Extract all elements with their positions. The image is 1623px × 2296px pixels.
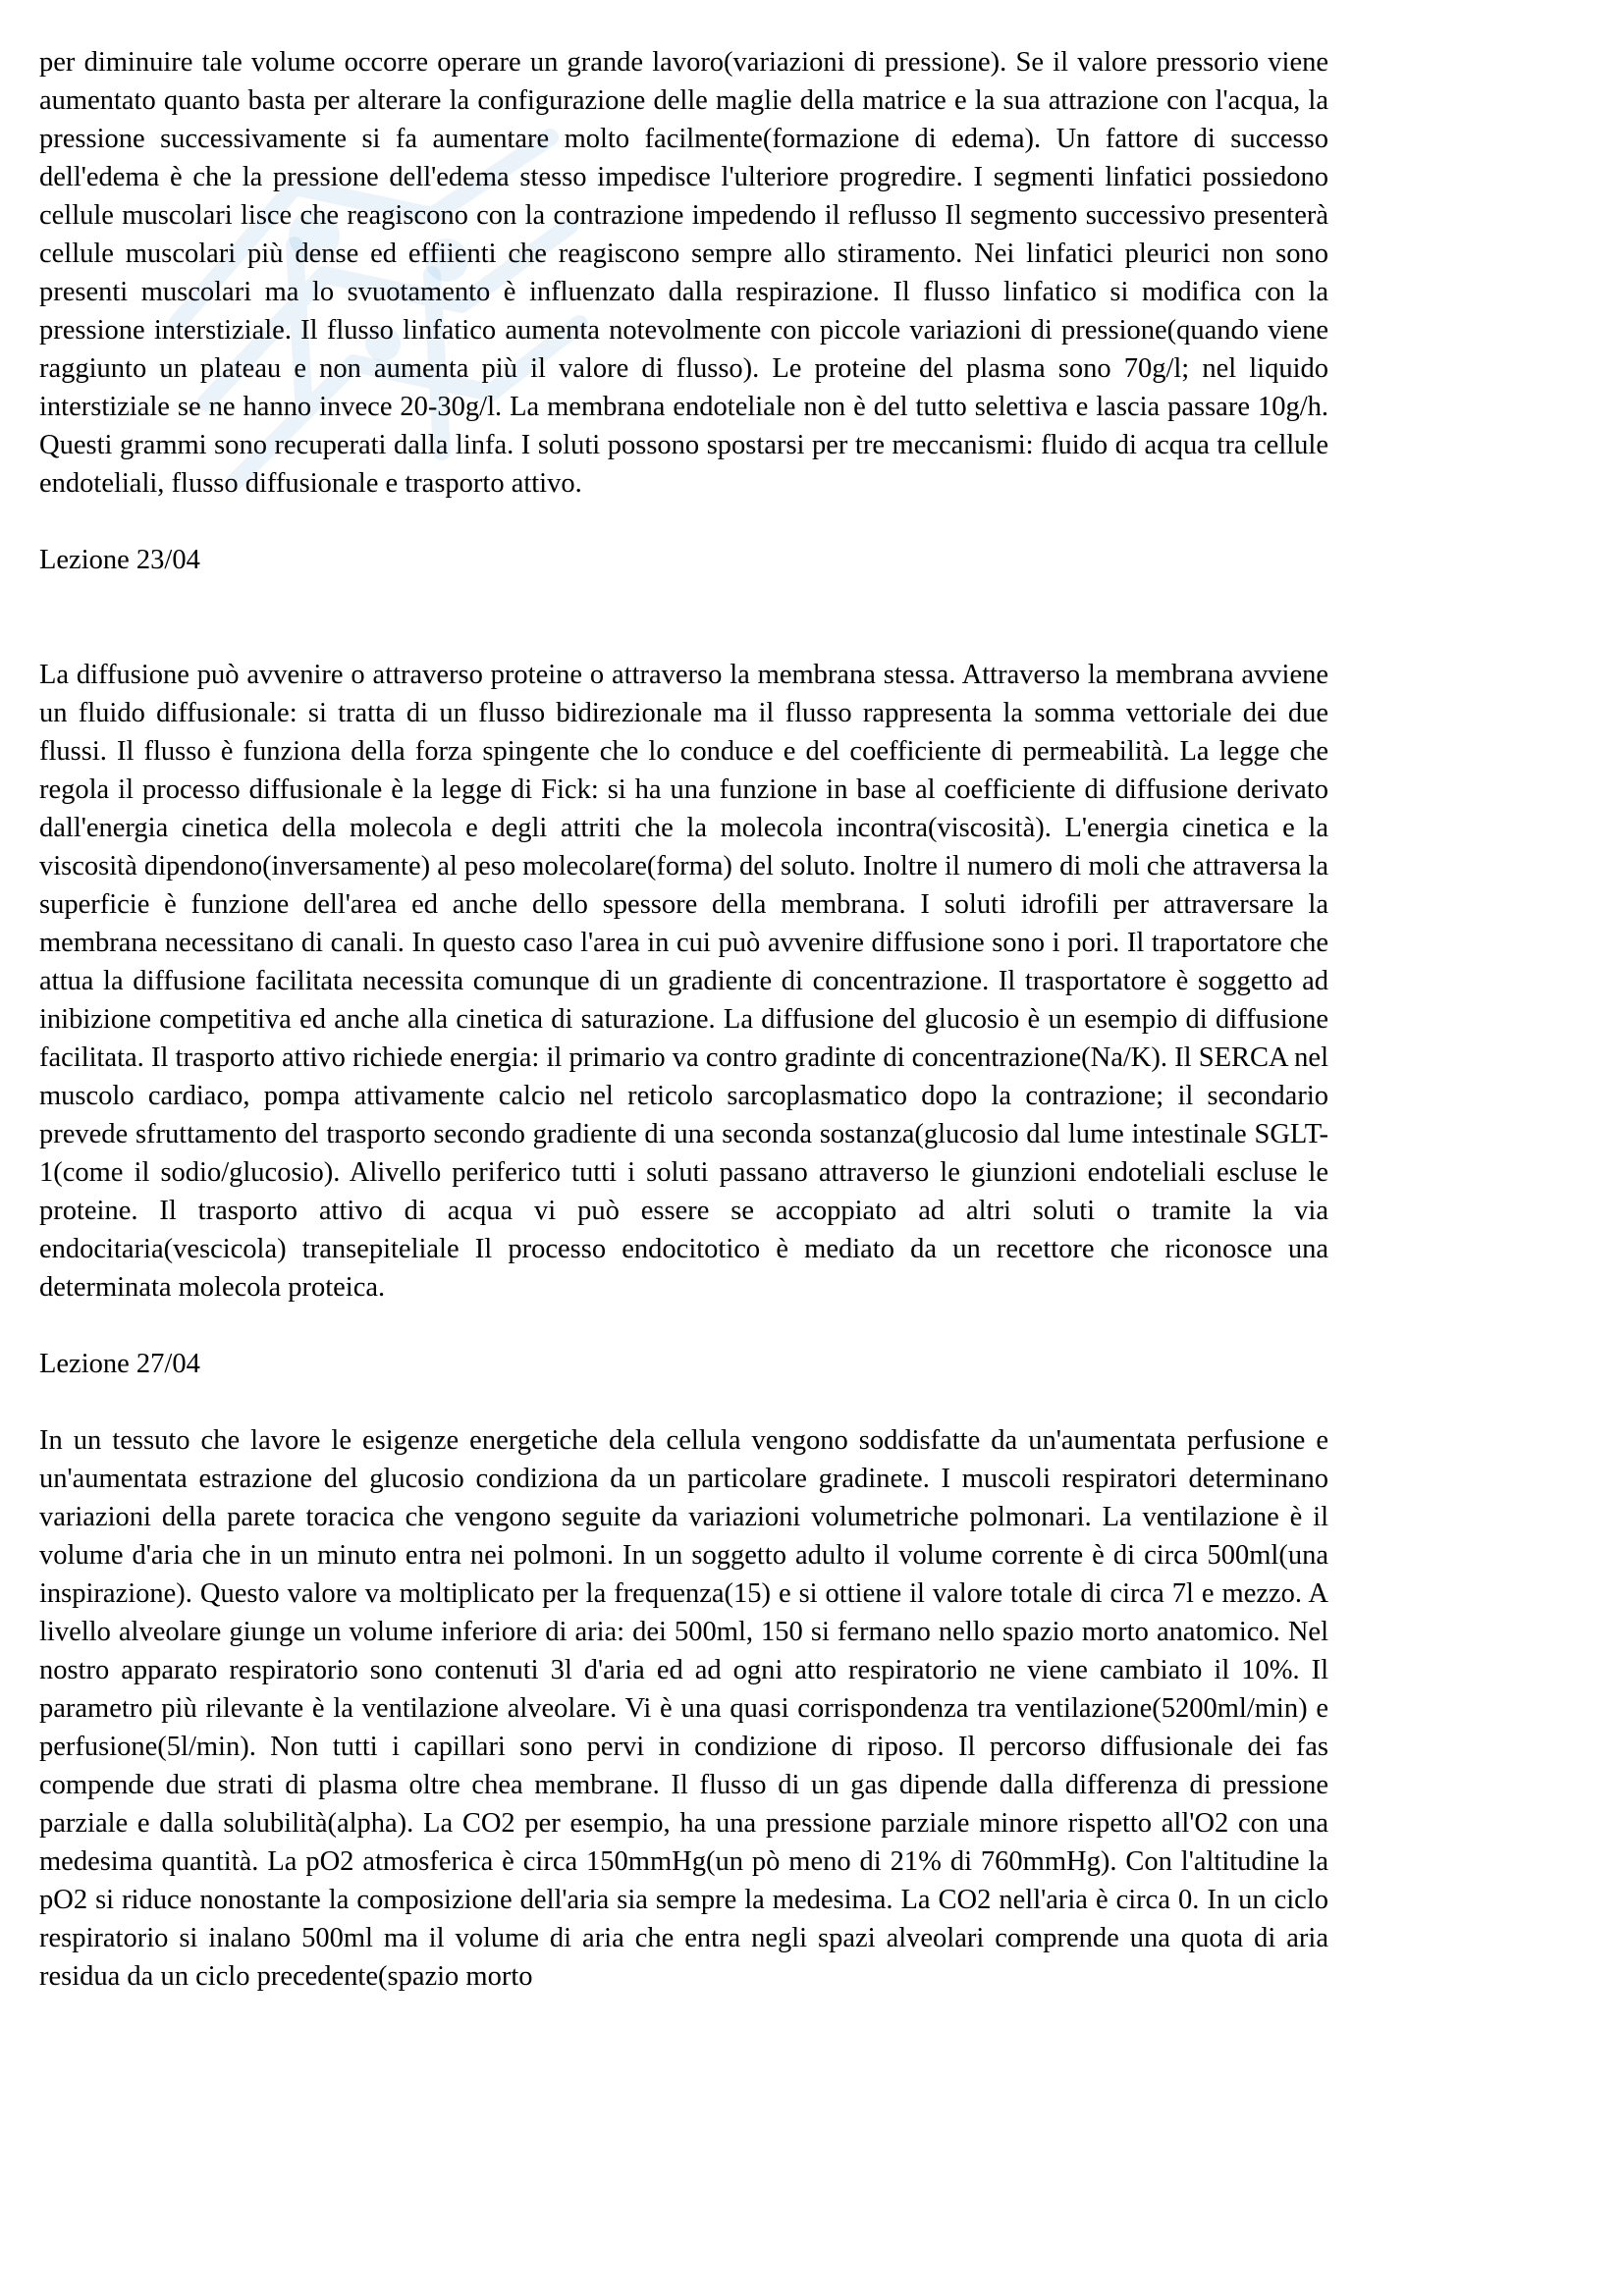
paragraph-respiration: In un tessuto che lavore le esigenze energetiche dela cellula vengono soddisfatte da un'aumentata perfusione e un'aumentata estrazione del glucosio condiziona da un particolare gradinete. I muscoli respiratori determinano variazioni della parete toracica che vengono seguite da variazioni volumetriche polmonari. La ventilazione è il volume d'aria che in un minuto entra nei polmoni. In un soggetto adulto il volume corrente è di circa 500ml(una inspirazione). Questo valore va moltiplicato per la frequenza(15) e si ottiene il valore totale di circa 7l e mezzo. A livello alveolare giunge un volume inferiore di aria: dei 500ml, 150 si fermano nello spazio morto anatomico. Nel nostro apparato respiratorio sono contenuti 3l d'aria ed ad ogni atto respiratorio ne viene cambiato il 10%. Il parametro più rilevante è la ventilazione alveolare. Vi è una quasi corrispondenza tra ventilazione(5200ml/min) e perfusione(5l/min). Non tutti i capillari sono pervi in condizione di riposo. Il percorso diffusionale dei fas compende due strati di plasma oltre chea membrane. Il flusso di un gas dipende dalla differenza di pressione parziale e dalla solubilità(alpha). La CO2 per esempio, ha una pressione parziale minore rispetto all'O2 con una medesima quantità. La pO2 atmosferica è circa 150mmHg(un pò meno di 21% di 760mmHg). Con l'altitudine la pO2 si riduce nonostante la composizione dell'aria sia sempre la medesima. La CO2 nell'aria è circa 0. In un ciclo respiratorio si inalano 500ml ma il volume di aria che entra negli spazi alveolari comprende una quota di aria residua da un ciclo precedente(spazio morto [39, 1425, 1328, 1992]
lesson-heading-27-04: Lezione 27/04 [39, 1349, 200, 1379]
paragraph-diffusion: La diffusione può avvenire o attraverso proteine o attraverso la membrana stessa. Attraverso la membrana avviene un fluido diffusionale: si tratta di un flusso bidirezionale ma il flusso rappresenta la somma vettoriale dei due flussi. Il flusso è funziona della forza spingente che lo conduce e del coefficiente di permeabilità. La legge che regola il processo diffusionale è la legge di Fick: si ha una funzione in base al coefficiente di diffusione derivato dall'energia cinetica della molecola e degli attriti che la molecola incontra(viscosità). L'energia cinetica e la viscosità dipendono(inversamente) al peso molecolare(forma) del soluto. Inoltre il numero di moli che attraversa la superficie è funzione dell'area ed anche dello spessore della membrana. I soluti idrofili per attraversare la membrana necessitano di canali. In questo caso l'area in cui può avvenire diffusione sono i pori. Il traportatore che attua la diffusione facilitata necessita comunque di un gradiente di concentrazione. Il trasportatore è soggetto ad inibizione competitiva ed anche alla cinetica di saturazione. La diffusione del glucosio è un esempio di diffusione facilitata. Il trasporto attivo richiede energia: il primario va contro gradinte di concentrazione(Na/K). Il SERCA nel muscolo cardiaco, pompa attivamente calcio nel reticolo sarcoplasmatico dopo la contrazione; il secondario prevede sfruttamento del trasporto secondo gradiente di una seconda sostanza(glucosio dal lume intestinale SGLT-1(come il sodio/glucosio). Alivello periferico tutti i soluti passano attraverso le giunzioni endoteliali escluse le proteine. Il trasporto attivo di acqua vi può essere se accoppiato ad altri soluti o tramite la via endocitaria(vescicola) transepiteliale Il processo endocitotico è mediato da un recettore che riconosce una determinata molecola proteica. [39, 660, 1328, 1303]
spacer [39, 1307, 1328, 1345]
spacer [39, 579, 1328, 656]
spacer [39, 1383, 1328, 1421]
document-body [39, 43, 1328, 1996]
spacer [39, 503, 1328, 541]
lesson-heading-23-04: Lezione 23/04 [39, 545, 200, 575]
paragraph-lymph: per diminuire tale volume occorre operare un grande lavoro(variazioni di pressione). Se il valore pressorio viene aumentato quanto basta per alterare la configurazione delle maglie della matrice e la sua attrazione con l'acqua, la pressione successivamente si fa aumentare molto facilmente(formazione di edema). Un fattore di successo dell'edema è che la pressione dell'edema stesso impedisce l'ulteriore progredire. I segmenti linfatici possiedono cellule muscolari lisce che reagiscono con la contrazione impedendo il reflusso Il segmento successivo presenterà cellule muscolari più dense ed effiienti che reagiscono sempre allo stiramento. Nei linfatici pleurici non sono presenti muscolari ma lo svuotamento è influenzato dalla respirazione. Il flusso linfatico si modifica con la pressione interstiziale. Il flusso linfatico aumenta notevolmente con piccole variazioni di pressione(quando viene raggiunto un plateau e non aumenta più il valore di flusso). Le proteine del plasma sono 70g/l; nel liquido interstiziale se ne hanno invece 20-30g/l. La membrana endoteliale non è del tutto selettiva e lascia passare 10g/h. Questi grammi sono recuperati dalla linfa. I soluti possono spostarsi per tre meccanismi: fluido di acqua tra cellule endoteliali, flusso diffusionale e trasporto attivo. [39, 47, 1328, 499]
